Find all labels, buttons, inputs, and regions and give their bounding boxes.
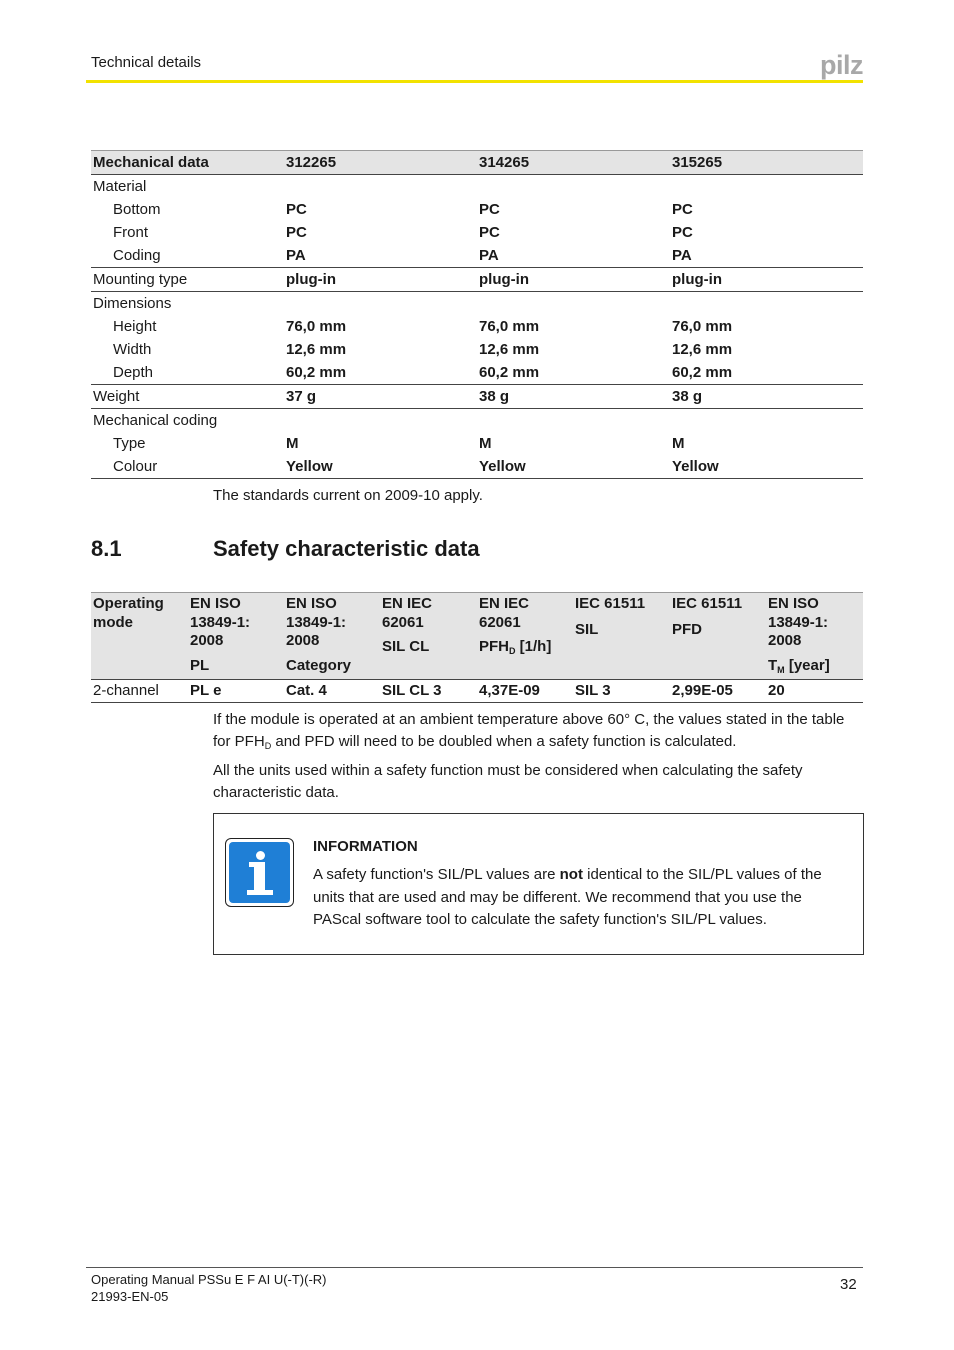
cell-value: Yellow xyxy=(672,458,719,475)
section-number: 8.1 xyxy=(91,536,122,561)
header-cell: IEC 61511 xyxy=(575,595,646,612)
footer-doc-number: 21993-EN-05 xyxy=(91,1289,169,1304)
cell-value: 60,2 mm xyxy=(479,364,540,381)
table-header-row xyxy=(91,150,863,175)
cell-value: 76,0 mm xyxy=(672,318,733,335)
cell-value: 76,0 mm xyxy=(286,318,347,335)
cell-value: 12,6 mm xyxy=(479,341,540,358)
cell-value: 76,0 mm xyxy=(479,318,540,335)
header-cell: 315265 xyxy=(672,154,723,171)
table-row xyxy=(91,455,863,479)
row-label: Coding xyxy=(113,247,161,264)
mechanical-data-table xyxy=(91,150,863,479)
pilz-logo: pilz xyxy=(820,50,863,80)
table-row xyxy=(91,198,863,221)
table-header-row xyxy=(91,592,863,680)
row-label: Depth xyxy=(113,364,154,381)
info-text-emphasis: not xyxy=(559,866,583,883)
safety-data-table xyxy=(91,592,863,703)
row-label: Weight xyxy=(93,388,140,405)
cell-value: PC xyxy=(479,201,500,218)
cell-value: PC xyxy=(479,224,500,241)
row-label: Width xyxy=(113,341,152,358)
cell-value: plug-in xyxy=(479,271,529,288)
cell-value: plug-in xyxy=(286,271,336,288)
row-label: Bottom xyxy=(113,201,161,218)
row-label: Material xyxy=(93,178,147,195)
cell-value: M xyxy=(479,435,492,452)
cell-value: plug-in xyxy=(672,271,722,288)
table-row xyxy=(91,408,863,432)
paragraph-text: If the module is operated at an ambient temperature above 60° C, the values stated in the table for PFH xyxy=(213,711,845,750)
cell-value: 4,37E-09 xyxy=(479,682,540,699)
cell-value: 20 xyxy=(768,682,785,699)
header-rule xyxy=(86,80,863,83)
header-cell-sub: PL xyxy=(190,657,210,674)
cell-value: 37 g xyxy=(286,388,317,405)
info-text-part: A safety function's SIL/PL values are xyxy=(313,866,560,883)
cell-value: PA xyxy=(672,247,692,264)
cell-value: 60,2 mm xyxy=(286,364,347,381)
cell-value: PA xyxy=(286,247,306,264)
row-label: Mounting type xyxy=(93,271,188,288)
cell-value: PC xyxy=(286,224,307,241)
header-cell: EN ISO 13849-1: 2008 xyxy=(190,595,251,649)
page-number: 32 xyxy=(840,1276,857,1293)
units-paragraph: All the units used within a safety function must be considered when calculating the safety characteristic data. xyxy=(213,762,803,801)
paragraph-text: and PFD will need to be doubled when a safety function is calculated. xyxy=(271,733,737,750)
pfh-subscript: D xyxy=(264,741,272,751)
header-cell: Operating mode xyxy=(93,595,164,631)
row-label: Type xyxy=(113,435,146,452)
table-row xyxy=(91,244,863,267)
cell-value: PL e xyxy=(190,682,222,699)
cell-value: 38 g xyxy=(672,388,703,405)
info-text-part: identical to the SIL/PL values of the units that are used and may be different. We recommend that you use the PAScal software tool to calculate the safety function's SIL/PL values. xyxy=(313,866,822,928)
row-label: Colour xyxy=(113,458,158,475)
header-title: Technical details xyxy=(91,54,202,71)
table-row xyxy=(91,680,863,703)
cell-value: Yellow xyxy=(479,458,526,475)
header-cell-sub: SIL xyxy=(575,621,599,638)
table-row xyxy=(91,432,863,455)
header-cell: EN IEC 62061 xyxy=(382,595,433,631)
table-row xyxy=(91,361,863,384)
tm-text: T xyxy=(768,657,778,674)
footer-rule xyxy=(86,1267,863,1268)
cell-value: 2,99E-05 xyxy=(672,682,733,699)
header-cell-sub: Category xyxy=(286,657,352,674)
cell-value: M xyxy=(286,435,299,452)
cell-value: 2-channel xyxy=(93,682,159,699)
cell-value: 38 g xyxy=(479,388,510,405)
table-row xyxy=(91,221,863,244)
table-row xyxy=(91,338,863,361)
header-cell: EN ISO 13849-1: 2008 xyxy=(768,595,829,649)
section-title: Safety characteristic data xyxy=(213,536,480,561)
header-cell: 314265 xyxy=(479,154,530,171)
cell-value: M xyxy=(672,435,685,452)
cell-value: SIL 3 xyxy=(575,682,611,699)
pfh-text: PFH xyxy=(479,638,509,655)
cell-value: Yellow xyxy=(286,458,333,475)
header-cell-sub: PFD xyxy=(672,621,702,638)
header-cell: Mechanical data xyxy=(93,154,209,171)
header-cell-sub xyxy=(479,638,551,656)
cell-value: 60,2 mm xyxy=(672,364,733,381)
cell-value: 12,6 mm xyxy=(286,341,347,358)
tm-unit: [year] xyxy=(784,657,830,674)
tm-subscript: M xyxy=(777,665,785,675)
header-cell-sub xyxy=(768,657,830,675)
info-icon xyxy=(225,838,294,907)
row-label: Height xyxy=(113,318,157,335)
footer-manual-title: Operating Manual PSSu E F AI U(-T)(-R) xyxy=(91,1272,327,1287)
table-row xyxy=(91,291,863,315)
pfh-unit: [1/h] xyxy=(515,638,552,655)
table-row xyxy=(91,175,863,198)
row-label: Front xyxy=(113,224,149,241)
standards-note: The standards current on 2009-10 apply. xyxy=(213,487,483,504)
info-text xyxy=(313,864,853,932)
header-cell: IEC 61511 xyxy=(672,595,743,612)
cell-value: PC xyxy=(672,201,693,218)
cell-value: PA xyxy=(479,247,499,264)
cell-value: PC xyxy=(286,201,307,218)
cell-value: PC xyxy=(672,224,693,241)
temperature-paragraph xyxy=(213,709,863,757)
info-heading: INFORMATION xyxy=(313,838,418,855)
pfh-subscript: D xyxy=(509,646,516,656)
table-row xyxy=(91,315,863,338)
cell-value: Cat. 4 xyxy=(286,682,327,699)
table-row xyxy=(91,267,863,291)
table-row xyxy=(91,384,863,408)
header-cell-sub: SIL CL xyxy=(382,638,430,655)
header-cell: 312265 xyxy=(286,154,337,171)
header-cell: EN IEC 62061 xyxy=(479,595,530,631)
cell-value: SIL CL 3 xyxy=(382,682,442,699)
cell-value: 12,6 mm xyxy=(672,341,733,358)
header-cell: EN ISO 13849-1: 2008 xyxy=(286,595,347,649)
row-label: Mechanical coding xyxy=(93,412,218,429)
row-label: Dimensions xyxy=(93,295,172,312)
